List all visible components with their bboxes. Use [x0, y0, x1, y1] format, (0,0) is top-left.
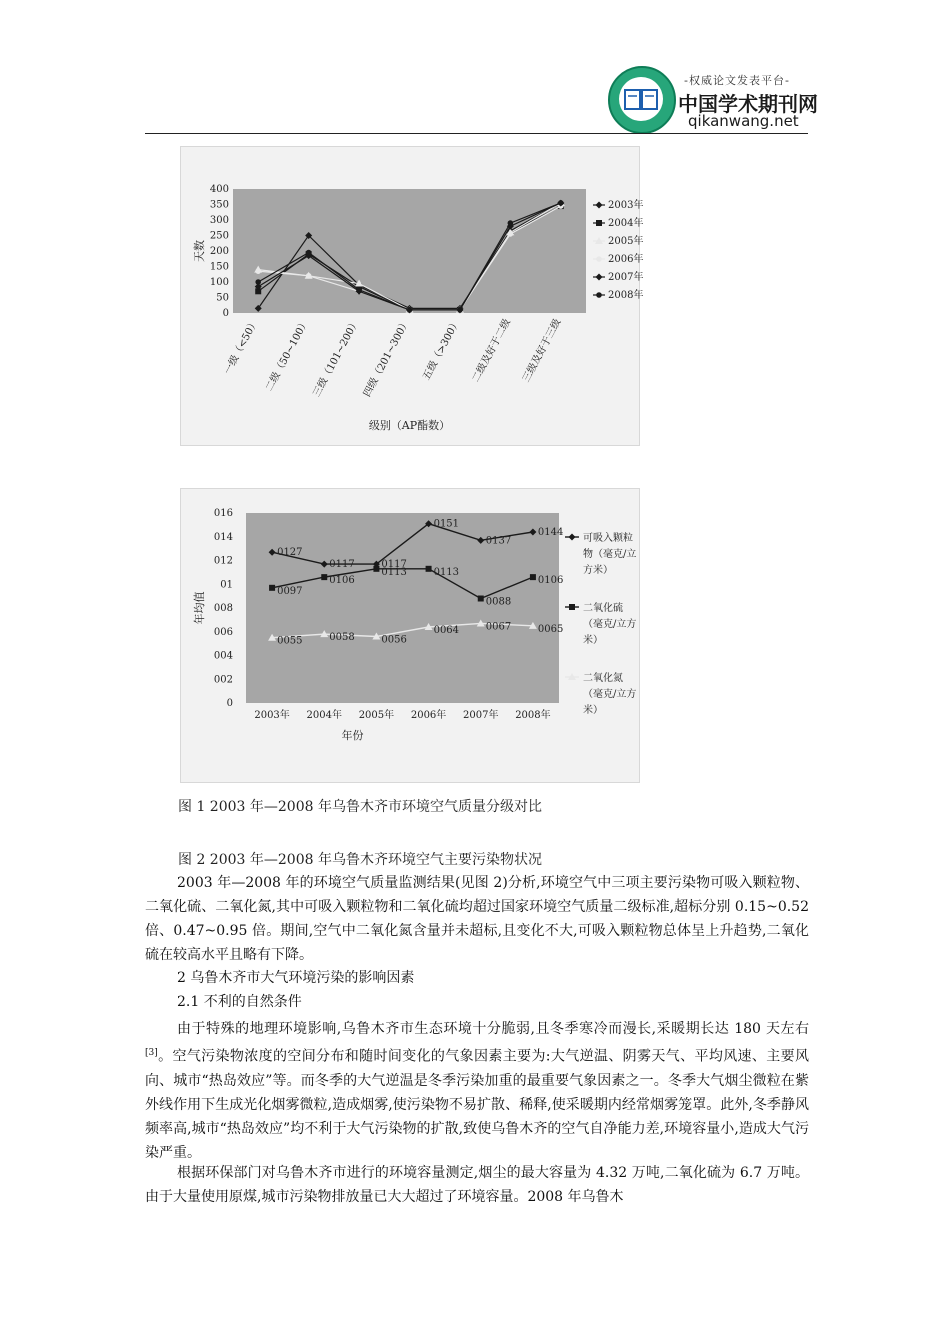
- legend-label: 2008年: [608, 290, 644, 301]
- paragraph-2-part-a: 由于特殊的地理环境影响,乌鲁木齐市生态环境十分脆弱,且冬季寒冷而漫长,采暖期长达 180 天左右: [177, 1021, 809, 1037]
- paragraph-2-part-b: 。空气污染物浓度的空间分布和随时间变化的气象因素主要为:大气逆温、阴雾天气、平均风速、主要风向、城市“热岛效应”等。而冬季的大气逆温是冬季污染加重的最重要气象因素之一。冬季大气烟尘微粒在紫外线作用下生成光化烟雾微粒,造成烟雾,使污染物不易扩散、稀释,使采暖期内经常烟雾笼罩。此外,冬季静风频率高,城市“热岛效应”均不利于大气污染物的扩散,致使乌鲁木齐的空气自净能力差,环境容量小,造成大气污染严重。: [145, 1048, 809, 1161]
- legend-marker: [569, 604, 575, 610]
- data-label: 0088: [485, 596, 512, 608]
- plot-area: [233, 189, 586, 313]
- figure-2: [180, 488, 640, 783]
- x-tick-label: 三级（101~200）: [311, 317, 362, 399]
- data-point: [373, 566, 379, 572]
- legend-label-line: 二氧化硫: [583, 603, 623, 614]
- logo-name: 中国学术期刊网: [678, 92, 818, 116]
- logo-url: qikanwang.net: [688, 112, 799, 130]
- data-label: 0113: [433, 566, 460, 578]
- plot-area: [246, 513, 559, 703]
- legend-label: 2006年: [608, 254, 644, 265]
- data-label: 0127: [277, 547, 303, 559]
- y-tick-label: 004: [213, 650, 233, 662]
- x-tick-label: 2005年: [358, 710, 395, 721]
- body-paragraph-2: [145, 1017, 809, 1165]
- body-paragraph-3: 根据环保部门对乌鲁木齐市进行的环境容量测定,烟尘的最大容量为 4.32 万吨,二氧化硫为 6.7 万吨。由于大量使用原煤,城市污染物排放量已大大超过了环境容量。2008 年乌鲁木: [145, 1165, 809, 1205]
- data-point: [356, 287, 362, 293]
- y-tick-label: 400: [209, 184, 229, 195]
- y-tick-label: 0: [226, 698, 233, 709]
- header-rule: [145, 133, 808, 134]
- data-label: 0117: [381, 559, 407, 571]
- y-tick-label: 250: [209, 230, 229, 242]
- data-label: 0055: [277, 635, 303, 647]
- y-tick-label: 012: [213, 555, 233, 567]
- data-label: 0113: [381, 566, 407, 578]
- y-tick-label: 008: [213, 603, 233, 614]
- data-label: 0065: [537, 623, 564, 635]
- x-tick-label: 二级（50~100）: [263, 317, 312, 394]
- x-tick-label: 2006年: [410, 710, 447, 721]
- data-point: [426, 566, 432, 572]
- data-point: [321, 574, 327, 580]
- y-tick-label: 200: [209, 246, 229, 257]
- data-point: [508, 231, 514, 237]
- y-tick-label: 50: [216, 292, 229, 304]
- y-tick-label: 014: [213, 531, 233, 543]
- x-axis-title: 级别（AP酯数）: [368, 419, 451, 432]
- data-point: [306, 273, 312, 279]
- figure-1-caption: 图 1 2003 年—2008 年乌鲁木齐市环境空气质量分级对比: [178, 799, 542, 815]
- legend-label-line: 可吸入颗粒: [583, 533, 633, 544]
- y-tick-label: 01: [220, 579, 233, 591]
- legend-marker: [569, 534, 576, 541]
- x-axis-title: 年份: [341, 729, 364, 742]
- data-point: [255, 268, 261, 274]
- body-paragraph-1: 2003 年—2008 年的环境空气质量监测结果(见图 2)分析,环境空气中三项主要污染物可吸入颗粒物、二氧化硫、二氧化氮,其中可吸入颗粒物和二氧化硫均超过国家环境空气质量二级标准,超标分别 0.15~0.52 倍、0.47~0.95 倍。期间,空气中二氧化氮含量并未超标,且变化不大,可吸入颗粒物总体呈上升趋势,二氧化硫在较高水平且略有下降。: [145, 875, 809, 963]
- data-label: 0137: [485, 535, 512, 547]
- data-point: [306, 250, 312, 256]
- data-point: [530, 574, 536, 580]
- x-tick-label: 三级及好于三级: [520, 317, 564, 385]
- x-tick-label: 四级（201~300）: [361, 317, 413, 399]
- y-axis-title: 天数: [193, 240, 206, 262]
- y-tick-label: 300: [209, 215, 229, 226]
- y-tick-label: 350: [209, 199, 229, 211]
- data-label: 0151: [433, 518, 460, 530]
- x-tick-label: 2003年: [254, 710, 290, 721]
- data-label: 0117: [329, 559, 355, 571]
- x-tick-label: 2004年: [306, 710, 342, 721]
- legend-label-line: （毫克/立方: [583, 689, 637, 700]
- site-logo: [608, 66, 818, 134]
- data-label: 0067: [485, 621, 512, 633]
- y-tick-label: 002: [213, 674, 233, 686]
- y-tick-label: 016: [213, 508, 233, 519]
- data-label: 0064: [433, 625, 460, 636]
- data-label: 0106: [537, 575, 564, 587]
- data-label: 0097: [277, 585, 303, 597]
- x-tick-label: 二级及好于二级: [470, 317, 514, 385]
- data-label: 0106: [329, 575, 355, 587]
- data-point: [478, 596, 484, 602]
- legend-marker: [596, 274, 603, 281]
- figure-1: [180, 146, 644, 446]
- subsection-heading-2-1: 2.1 不利的自然条件: [177, 994, 302, 1010]
- section-heading-2: 2 乌鲁木齐市大气环境污染的影响因素: [177, 970, 415, 986]
- chart-1-svg: [181, 147, 644, 445]
- legend-label: 2004年: [608, 218, 644, 229]
- x-tick-label: 2007年: [463, 710, 499, 721]
- legend-marker: [596, 256, 602, 262]
- legend-label-line: 二氧化氮: [583, 673, 623, 684]
- logo-tagline: -权威论文发表平台-: [684, 74, 790, 87]
- data-label: 0058: [329, 632, 355, 644]
- citation-ref: [3]: [145, 1048, 158, 1058]
- legend-marker: [596, 292, 602, 298]
- chart-2-svg: [181, 489, 639, 782]
- y-tick-label: 150: [209, 261, 229, 273]
- x-tick-label: 2008年: [515, 710, 551, 721]
- figure-2-caption: 图 2 2003 年—2008 年乌鲁木齐环境空气主要污染物状况: [178, 852, 542, 868]
- x-tick-label: 一级（<50）: [222, 317, 261, 377]
- legend-label-line: 米）: [583, 635, 603, 646]
- y-tick-label: 006: [213, 626, 233, 638]
- legend-label-line: （毫克/立方: [583, 619, 637, 630]
- data-point: [407, 307, 413, 313]
- legend-label-line: 物（毫克/立: [583, 549, 637, 560]
- data-label: 0056: [381, 634, 407, 646]
- y-axis-title: 年均值: [193, 591, 206, 625]
- legend-label: 2005年: [608, 236, 644, 247]
- data-point: [508, 220, 514, 226]
- legend-label-line: 米）: [583, 705, 603, 716]
- y-tick-label: 100: [209, 277, 229, 288]
- x-tick-label: 五级（>300）: [421, 317, 463, 382]
- legend-label-line: 方米）: [583, 565, 613, 576]
- data-label: 0144: [537, 527, 564, 538]
- y-tick-label: 0: [222, 308, 229, 319]
- legend-marker: [596, 220, 602, 226]
- data-point: [255, 279, 261, 285]
- legend-label: 2007年: [608, 272, 644, 283]
- book-icon: [624, 89, 658, 111]
- data-point: [457, 307, 463, 313]
- legend-marker: [596, 202, 603, 209]
- legend-label: 2003年: [608, 200, 644, 211]
- logo-badge-icon: [608, 66, 676, 134]
- data-point: [558, 200, 564, 206]
- data-point: [269, 585, 275, 591]
